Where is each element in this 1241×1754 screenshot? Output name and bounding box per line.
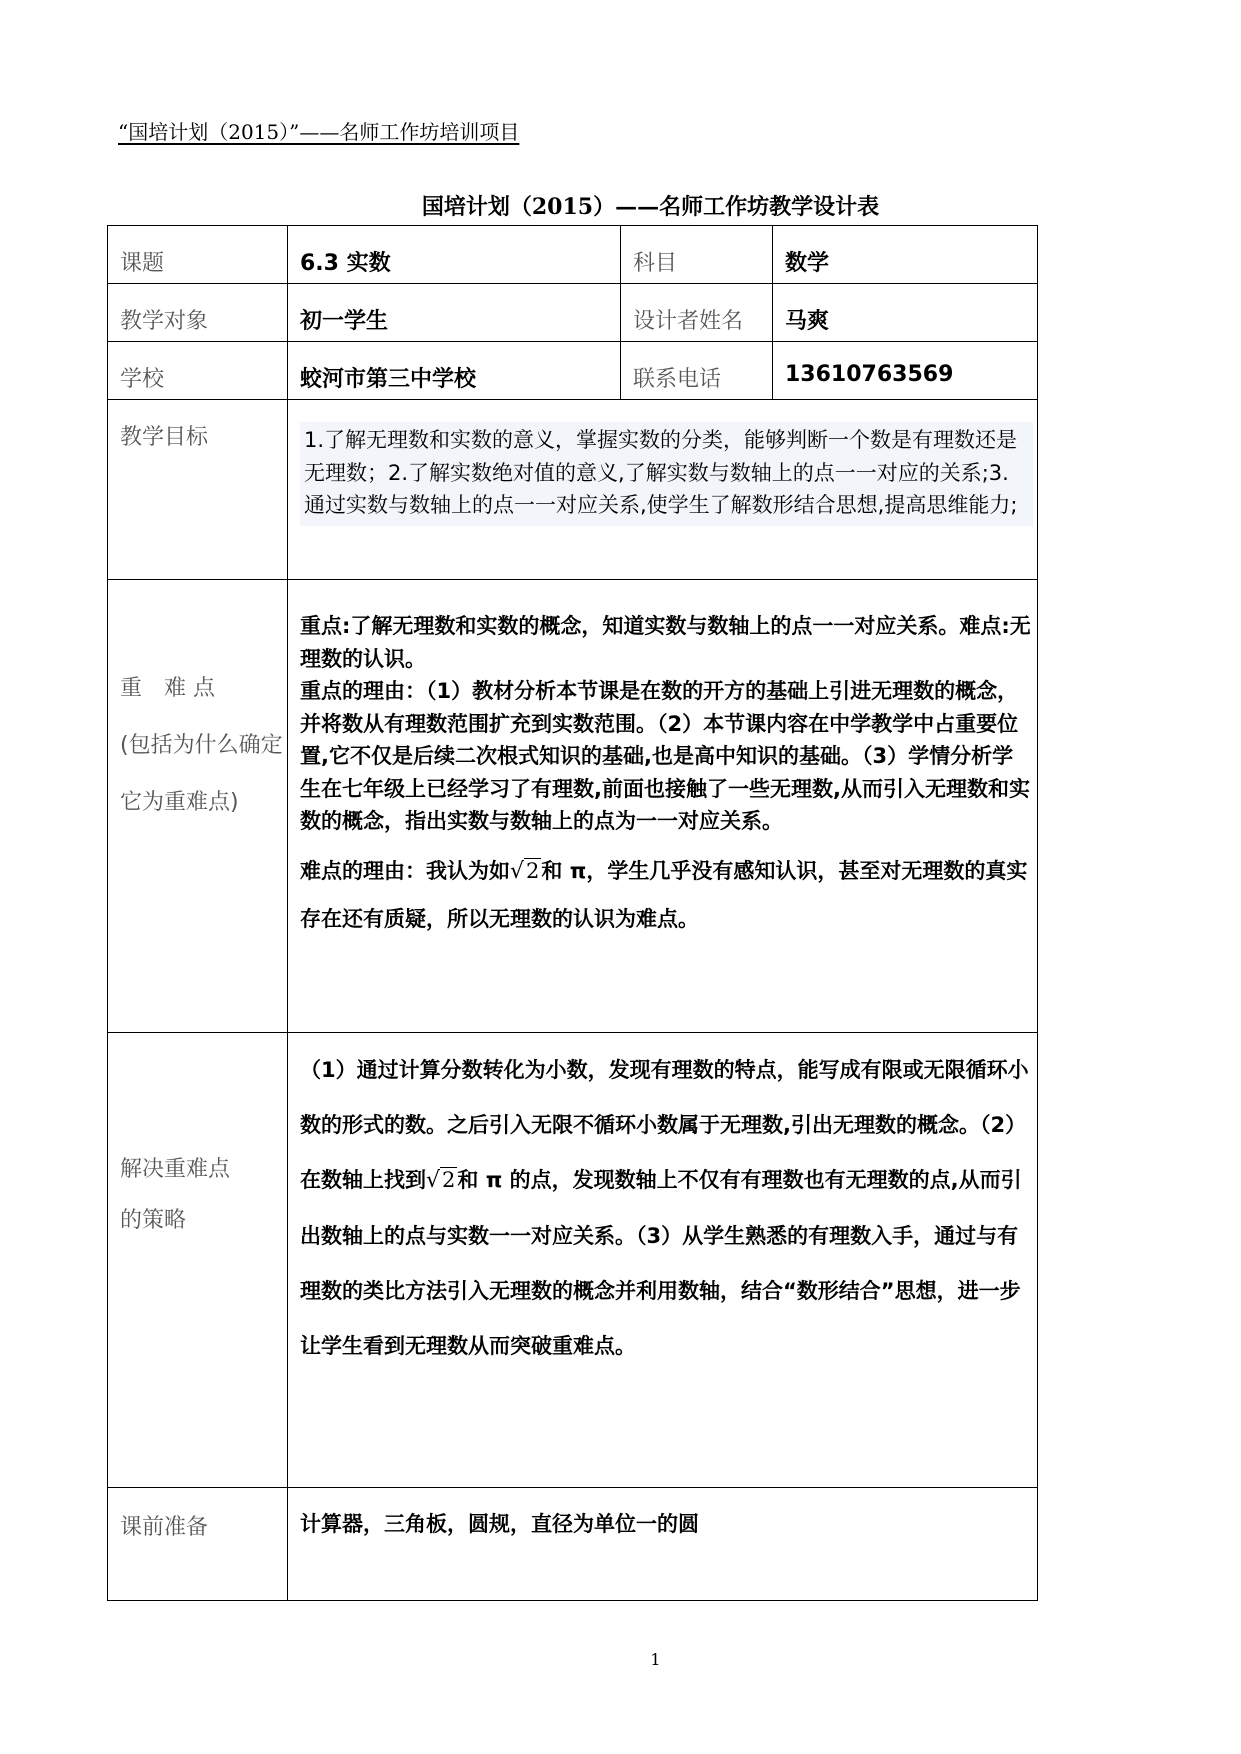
goals-label: 教学目标 [120, 425, 209, 450]
row-prep [108, 1488, 1038, 1601]
key-points-p1: 重点:了解无理数和实数的概念，知道实数与数轴上的点一一对应关系。难点:无理数的认识。 [300, 614, 1031, 671]
header-note: “国培计划（2015）”——名师工作坊培训项目 [118, 120, 520, 144]
row-audience [108, 284, 1038, 342]
subject-label: 科目 [633, 251, 678, 276]
strategy-text-a: （1）通过计算分数转化为小数，发现有理数的特点，能写成有限或无限循环小数的形式的数。之后引入无限不循环小数属于无理数,引出无理数的概念。（2）在数轴上找到 [300, 1058, 1029, 1193]
prep-text: 计算器，三角板，圆规，直径为单位一的圆 [300, 1512, 699, 1536]
designer-label: 设计者姓名 [633, 309, 744, 334]
row-key-points [108, 580, 1038, 1033]
school-value: 蛟河市第三中学校 [300, 367, 477, 392]
row-goals [108, 400, 1038, 580]
key-points-p3 [300, 848, 1031, 943]
row-school [108, 342, 1038, 400]
key-points-text [288, 580, 1037, 942]
phone-label: 联系电话 [633, 367, 722, 392]
school-label: 学校 [120, 367, 165, 392]
key-points-label-block [108, 580, 287, 832]
strategy-text [288, 1033, 1037, 1373]
audience-value: 初一学生 [300, 309, 389, 334]
key-points-p2: 重点的理由：（1）教材分析本节课是在数的开方的基础上引进无理数的概念，并将数从有理数范围扩充到实数范围。（2）本节课内容在中学教学中占重要位置,它不仅是后续二次根式知识的基础,也是高中知识的基础。（3）学情分析学生在七年级上已经学习了有理数,前面也接触了一些无理数,从而引入无理数和实数的概念，指出实数与数轴上的点为一一对应关系。 [300, 679, 1030, 834]
sqrt-two-symbol: √2 [426, 1168, 456, 1194]
audience-label: 教学对象 [120, 309, 209, 334]
prep-label: 课前准备 [120, 1515, 209, 1540]
key-points-p3a: 难点的理由：我认为如 [300, 858, 510, 883]
subject-value: 数学 [785, 251, 830, 276]
sqrt-two-symbol: √2 [510, 858, 540, 884]
row-strategy [108, 1033, 1038, 1488]
strategy-label: 解决重难点的策略 [120, 1157, 231, 1233]
page-number: 1 [650, 1650, 661, 1669]
key-points-label: 重 难 点 [120, 676, 215, 701]
key-points-p3b: 和 π，学生几乎没有感知认识，甚至对无理数的真实存在还有质疑，所以无理数的认识为难点。 [300, 858, 1028, 932]
goals-text: 1.了解无理数和实数的意义，掌握实数的分类，能够判断一个数是有理数还是无理数；2.了解实数绝对值的意义,了解实数与数轴上的点一一对应的关系;3.通过实数与数轴上的点一一对应关系,使学生了解数形结合思想,提高思维能力; [300, 422, 1033, 526]
page-title: 国培计划（2015）——名师工作坊教学设计表 [421, 194, 880, 220]
topic-label: 课题 [120, 251, 165, 276]
phone-value: 13610763569 [785, 362, 954, 387]
strategy-text-b: 和 π 的点，发现数轴上不仅有有理数也有无理数的点,从而引出数轴上的点与实数一一对应关系。（3）从学生熟悉的有理数入手，通过与有理数的类比方法引入无理数的概念并利用数轴，结合“数形结合”思想，进一步让学生看到无理数从而突破重难点。 [300, 1168, 1022, 1358]
designer-value: 马爽 [785, 309, 830, 334]
topic-value: 6.3 实数 [300, 251, 391, 276]
row-topic [108, 226, 1038, 284]
key-points-label-note: (包括为什么确定它为重难点) [120, 733, 283, 816]
design-table [107, 225, 1038, 1601]
